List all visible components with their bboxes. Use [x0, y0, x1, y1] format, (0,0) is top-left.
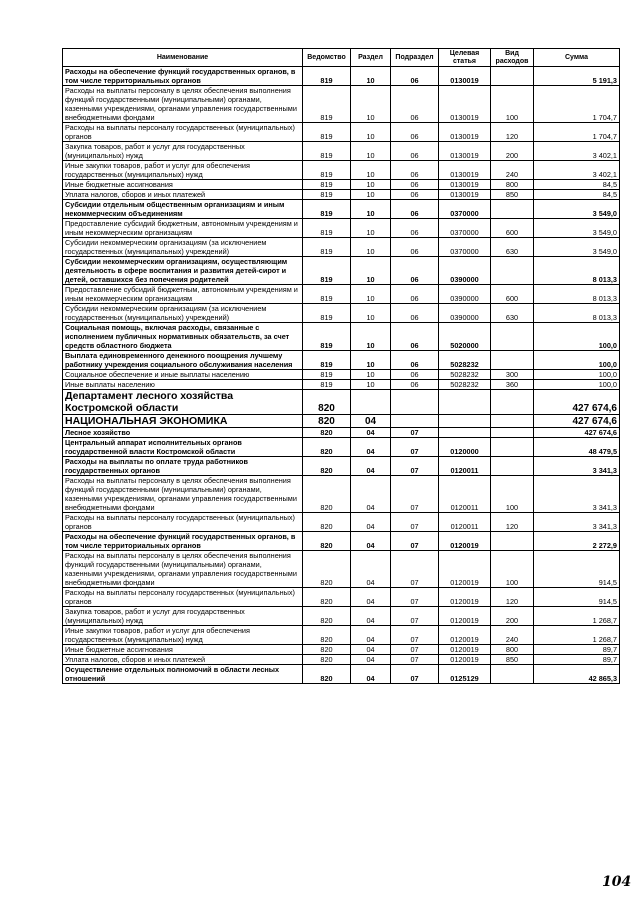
cell-name: Иные закупки товаров, работ и услуг для обеспечения государственных (муниципальных) нужд — [63, 626, 303, 645]
cell-sum: 100,0 — [534, 380, 620, 390]
cell-section: 10 — [351, 370, 391, 380]
cell-department: 819 — [303, 180, 351, 190]
cell-name: Центральный аппарат исполнительных органов государственной власти Костромской области — [63, 438, 303, 457]
header-section: Раздел — [351, 49, 391, 67]
cell-department: 820 — [303, 665, 351, 684]
cell-section: 10 — [351, 86, 391, 123]
cell-subsection: 07 — [391, 645, 439, 655]
table-row — [63, 665, 620, 684]
table-row — [63, 161, 620, 180]
cell-section: 10 — [351, 67, 391, 86]
table-row — [63, 476, 620, 513]
cell-subsection: 07 — [391, 476, 439, 513]
cell-target-article: 0120000 — [439, 438, 491, 457]
cell-department: 820 — [303, 428, 351, 438]
table-row — [63, 438, 620, 457]
cell-expense-type: 100 — [491, 551, 534, 588]
cell-department: 820 — [303, 532, 351, 551]
cell-name: Иные бюджетные ассигнования — [63, 645, 303, 655]
table-header-row — [63, 49, 620, 67]
cell-sum: 3 549,0 — [534, 200, 620, 219]
cell-department: 820 — [303, 655, 351, 665]
cell-name: Департамент лесного хозяйства Костромской области — [63, 390, 303, 415]
cell-department: 820 — [303, 476, 351, 513]
cell-name: Иные закупки товаров, работ и услуг для обеспечения государственных (муниципальных) нужд — [63, 161, 303, 180]
table-row — [63, 607, 620, 626]
cell-sum: 3 341,3 — [534, 476, 620, 513]
cell-section: 04 — [351, 655, 391, 665]
table-row — [63, 457, 620, 476]
cell-section: 10 — [351, 219, 391, 238]
table-row — [63, 626, 620, 645]
cell-expense-type — [491, 351, 534, 370]
table-row — [63, 142, 620, 161]
cell-department: 819 — [303, 323, 351, 351]
cell-expense-type — [491, 428, 534, 438]
table-row — [63, 351, 620, 370]
cell-target-article: 0120011 — [439, 476, 491, 513]
cell-section: 04 — [351, 588, 391, 607]
cell-subsection: 06 — [391, 257, 439, 285]
cell-target-article: 0120019 — [439, 655, 491, 665]
cell-subsection: 06 — [391, 380, 439, 390]
cell-subsection: 07 — [391, 551, 439, 588]
cell-target-article: 0390000 — [439, 285, 491, 304]
cell-department: 820 — [303, 438, 351, 457]
cell-section: 04 — [351, 645, 391, 655]
table-row — [63, 428, 620, 438]
cell-sum: 48 479,5 — [534, 438, 620, 457]
cell-expense-type — [491, 415, 534, 428]
cell-sum: 8 013,3 — [534, 304, 620, 323]
cell-expense-type — [491, 67, 534, 86]
table-row — [63, 645, 620, 655]
cell-target-article — [439, 415, 491, 428]
cell-subsection: 07 — [391, 428, 439, 438]
cell-subsection: 07 — [391, 665, 439, 684]
cell-target-article: 5020000 — [439, 323, 491, 351]
cell-expense-type — [491, 257, 534, 285]
cell-subsection: 06 — [391, 190, 439, 200]
cell-expense-type: 850 — [491, 190, 534, 200]
table-row — [63, 390, 620, 415]
cell-department: 819 — [303, 200, 351, 219]
cell-name: Расходы на выплаты персоналу государственных (муниципальных) органов — [63, 513, 303, 532]
cell-target-article: 0130019 — [439, 67, 491, 86]
table-row — [63, 200, 620, 219]
cell-section: 04 — [351, 415, 391, 428]
cell-expense-type: 240 — [491, 161, 534, 180]
cell-department: 820 — [303, 551, 351, 588]
cell-name: НАЦИОНАЛЬНАЯ ЭКОНОМИКА — [63, 415, 303, 428]
cell-department: 819 — [303, 257, 351, 285]
cell-sum: 3 341,3 — [534, 513, 620, 532]
cell-target-article: 5028232 — [439, 380, 491, 390]
cell-target-article: 0120019 — [439, 626, 491, 645]
cell-name: Предоставление субсидий бюджетным, автономным учреждениям и иным некоммерческим организациям — [63, 219, 303, 238]
cell-section: 04 — [351, 476, 391, 513]
cell-subsection: 06 — [391, 142, 439, 161]
cell-department: 819 — [303, 285, 351, 304]
cell-subsection: 07 — [391, 513, 439, 532]
cell-department: 820 — [303, 626, 351, 645]
cell-subsection: 07 — [391, 532, 439, 551]
cell-department: 819 — [303, 370, 351, 380]
table-row — [63, 655, 620, 665]
budget-table — [62, 48, 620, 684]
cell-subsection: 06 — [391, 370, 439, 380]
cell-department: 819 — [303, 123, 351, 142]
cell-target-article: 0130019 — [439, 180, 491, 190]
cell-section: 10 — [351, 285, 391, 304]
table-row — [63, 180, 620, 190]
cell-department: 820 — [303, 415, 351, 428]
cell-sum: 2 272,9 — [534, 532, 620, 551]
cell-expense-type: 360 — [491, 380, 534, 390]
cell-expense-type: 800 — [491, 180, 534, 190]
cell-department: 820 — [303, 607, 351, 626]
cell-subsection: 07 — [391, 438, 439, 457]
cell-expense-type: 630 — [491, 304, 534, 323]
cell-sum: 1 704,7 — [534, 123, 620, 142]
cell-subsection: 06 — [391, 123, 439, 142]
cell-section: 10 — [351, 351, 391, 370]
cell-expense-type: 100 — [491, 86, 534, 123]
cell-name: Расходы на обеспечение функций государственных органов, в том числе территориальных органов — [63, 532, 303, 551]
cell-sum: 3 402,1 — [534, 161, 620, 180]
cell-target-article — [439, 390, 491, 415]
cell-sum: 3 549,0 — [534, 238, 620, 257]
table-row — [63, 588, 620, 607]
table-row — [63, 415, 620, 428]
header-sum: Сумма — [534, 49, 620, 67]
cell-name: Закупка товаров, работ и услуг для государственных (муниципальных) нужд — [63, 607, 303, 626]
cell-section: 10 — [351, 180, 391, 190]
cell-expense-type: 100 — [491, 476, 534, 513]
cell-subsection: 06 — [391, 323, 439, 351]
cell-department: 819 — [303, 86, 351, 123]
cell-target-article — [439, 428, 491, 438]
cell-subsection — [391, 390, 439, 415]
table-row — [63, 323, 620, 351]
cell-expense-type — [491, 665, 534, 684]
cell-name: Расходы на выплаты персоналу государственных (муниципальных) органов — [63, 123, 303, 142]
table-row — [63, 551, 620, 588]
cell-sum: 427 674,6 — [534, 428, 620, 438]
cell-expense-type: 600 — [491, 285, 534, 304]
cell-target-article: 0370000 — [439, 219, 491, 238]
cell-target-article: 5028232 — [439, 351, 491, 370]
cell-name: Иные бюджетные ассигнования — [63, 180, 303, 190]
table-row — [63, 86, 620, 123]
cell-department: 819 — [303, 380, 351, 390]
table-row — [63, 257, 620, 285]
cell-subsection: 07 — [391, 588, 439, 607]
cell-target-article: 0130019 — [439, 86, 491, 123]
cell-subsection: 07 — [391, 655, 439, 665]
cell-sum: 1 268,7 — [534, 626, 620, 645]
cell-subsection — [391, 415, 439, 428]
cell-department: 820 — [303, 513, 351, 532]
cell-name: Расходы на выплаты персоналу в целях обеспечения выполнения функций государственными (муниципальными) органами, казенными учреждениями, органами управления государственными внебюджетными фондами — [63, 86, 303, 123]
cell-target-article: 0120011 — [439, 513, 491, 532]
cell-section: 04 — [351, 513, 391, 532]
cell-sum: 89,7 — [534, 645, 620, 655]
cell-name: Субсидии некоммерческим организациям (за исключением государственных (муниципальных) учреждений) — [63, 238, 303, 257]
cell-department: 819 — [303, 161, 351, 180]
cell-section: 10 — [351, 238, 391, 257]
cell-expense-type — [491, 323, 534, 351]
cell-expense-type: 240 — [491, 626, 534, 645]
cell-sum: 89,7 — [534, 655, 620, 665]
cell-target-article: 0370000 — [439, 200, 491, 219]
cell-expense-type — [491, 390, 534, 415]
table-row — [63, 513, 620, 532]
cell-department: 819 — [303, 304, 351, 323]
cell-target-article: 0120019 — [439, 607, 491, 626]
cell-sum: 84,5 — [534, 190, 620, 200]
cell-expense-type — [491, 457, 534, 476]
cell-sum: 5 191,3 — [534, 67, 620, 86]
cell-subsection: 06 — [391, 285, 439, 304]
cell-name: Уплата налогов, сборов и иных платежей — [63, 655, 303, 665]
cell-department: 819 — [303, 190, 351, 200]
cell-expense-type — [491, 532, 534, 551]
cell-name: Социальная помощь, включая расходы, связанные с исполнением публичных нормативных обязательств, за счет средств областного бюджета — [63, 323, 303, 351]
cell-name: Расходы на выплаты персоналу в целях обеспечения выполнения функций государственными (муниципальными) органами, казенными учреждениями, органами управления государственными внебюджетными фондами — [63, 551, 303, 588]
cell-section: 04 — [351, 665, 391, 684]
cell-sum: 84,5 — [534, 180, 620, 190]
cell-section: 04 — [351, 532, 391, 551]
cell-sum: 914,5 — [534, 588, 620, 607]
cell-target-article: 0125129 — [439, 665, 491, 684]
table-row — [63, 370, 620, 380]
cell-name: Расходы на обеспечение функций государственных органов, в том числе территориальных органов — [63, 67, 303, 86]
cell-target-article: 0390000 — [439, 257, 491, 285]
table-row — [63, 219, 620, 238]
cell-department: 820 — [303, 390, 351, 415]
cell-section: 04 — [351, 607, 391, 626]
cell-section: 10 — [351, 142, 391, 161]
table-row — [63, 190, 620, 200]
cell-department: 819 — [303, 351, 351, 370]
cell-department: 820 — [303, 457, 351, 476]
cell-section — [351, 390, 391, 415]
cell-expense-type: 300 — [491, 370, 534, 380]
header-expense-type: Вид расходов — [491, 49, 534, 67]
cell-section: 04 — [351, 626, 391, 645]
cell-subsection: 06 — [391, 219, 439, 238]
cell-department: 819 — [303, 219, 351, 238]
cell-sum: 8 013,3 — [534, 285, 620, 304]
cell-subsection: 07 — [391, 457, 439, 476]
cell-expense-type: 850 — [491, 655, 534, 665]
cell-name: Социальное обеспечение и иные выплаты населению — [63, 370, 303, 380]
cell-section: 10 — [351, 200, 391, 219]
cell-expense-type: 630 — [491, 238, 534, 257]
page-number: 104 — [602, 874, 632, 890]
cell-expense-type: 200 — [491, 142, 534, 161]
cell-expense-type — [491, 200, 534, 219]
cell-department: 819 — [303, 238, 351, 257]
cell-target-article: 0130019 — [439, 142, 491, 161]
header-target-article: Целевая статья — [439, 49, 491, 67]
cell-target-article: 0120019 — [439, 532, 491, 551]
table-row — [63, 380, 620, 390]
cell-name: Лесное хозяйство — [63, 428, 303, 438]
cell-sum: 3 402,1 — [534, 142, 620, 161]
table-row — [63, 123, 620, 142]
cell-target-article: 0370000 — [439, 238, 491, 257]
cell-target-article: 0120019 — [439, 588, 491, 607]
cell-section: 10 — [351, 380, 391, 390]
cell-department: 819 — [303, 67, 351, 86]
cell-section: 04 — [351, 551, 391, 588]
cell-name: Субсидии некоммерческим организациям, осуществляющим деятельность в сфере воспитания и развития детей-сирот и детей, оставшихся без попечения родителей — [63, 257, 303, 285]
cell-sum: 914,5 — [534, 551, 620, 588]
header-subsection: Подраздел — [391, 49, 439, 67]
table-row — [63, 304, 620, 323]
cell-target-article: 0120019 — [439, 645, 491, 655]
table-row — [63, 67, 620, 86]
cell-expense-type: 600 — [491, 219, 534, 238]
cell-sum: 1 704,7 — [534, 86, 620, 123]
cell-subsection: 06 — [391, 161, 439, 180]
cell-section: 04 — [351, 438, 391, 457]
cell-target-article: 0130019 — [439, 190, 491, 200]
cell-sum: 8 013,3 — [534, 257, 620, 285]
header-name: Наименование — [63, 49, 303, 67]
cell-sum: 42 865,3 — [534, 665, 620, 684]
cell-name: Закупка товаров, работ и услуг для государственных (муниципальных) нужд — [63, 142, 303, 161]
cell-name: Осуществление отдельных полномочий в области лесных отношений — [63, 665, 303, 684]
cell-target-article: 0130019 — [439, 161, 491, 180]
cell-target-article: 0120019 — [439, 551, 491, 588]
header-department: Ведомство — [303, 49, 351, 67]
cell-expense-type: 120 — [491, 513, 534, 532]
cell-expense-type: 120 — [491, 588, 534, 607]
cell-sum: 100,0 — [534, 370, 620, 380]
cell-name: Расходы на выплаты персоналу в целях обеспечения выполнения функций государственными (муниципальными) органами, казенными учреждениями, органами управления государственными внебюджетными фондами — [63, 476, 303, 513]
cell-sum: 100,0 — [534, 351, 620, 370]
cell-name: Уплата налогов, сборов и иных платежей — [63, 190, 303, 200]
cell-name: Предоставление субсидий бюджетным, автономным учреждениям и иным некоммерческим организациям — [63, 285, 303, 304]
cell-department: 820 — [303, 645, 351, 655]
cell-name: Иные выплаты населению — [63, 380, 303, 390]
table-row — [63, 285, 620, 304]
cell-subsection: 06 — [391, 67, 439, 86]
cell-target-article: 0120011 — [439, 457, 491, 476]
cell-expense-type: 120 — [491, 123, 534, 142]
cell-subsection: 07 — [391, 626, 439, 645]
cell-section: 10 — [351, 323, 391, 351]
cell-section: 10 — [351, 190, 391, 200]
cell-section: 10 — [351, 161, 391, 180]
cell-target-article: 0130019 — [439, 123, 491, 142]
cell-name: Расходы на выплаты персоналу государственных (муниципальных) органов — [63, 588, 303, 607]
cell-subsection: 06 — [391, 351, 439, 370]
cell-sum: 427 674,6 — [534, 390, 620, 415]
table-row — [63, 532, 620, 551]
cell-section: 04 — [351, 428, 391, 438]
cell-sum: 3 549,0 — [534, 219, 620, 238]
cell-subsection: 06 — [391, 238, 439, 257]
cell-sum: 1 268,7 — [534, 607, 620, 626]
cell-subsection: 06 — [391, 200, 439, 219]
cell-expense-type: 800 — [491, 645, 534, 655]
table-body — [63, 67, 620, 684]
cell-section: 04 — [351, 457, 391, 476]
cell-sum: 427 674,6 — [534, 415, 620, 428]
cell-expense-type — [491, 438, 534, 457]
cell-expense-type: 200 — [491, 607, 534, 626]
cell-sum: 100,0 — [534, 323, 620, 351]
cell-department: 819 — [303, 142, 351, 161]
cell-name: Субсидии отдельным общественным организациям и иным некоммерческим объединениям — [63, 200, 303, 219]
cell-subsection: 06 — [391, 180, 439, 190]
cell-section: 10 — [351, 304, 391, 323]
table-row — [63, 238, 620, 257]
cell-subsection: 06 — [391, 304, 439, 323]
cell-sum: 3 341,3 — [534, 457, 620, 476]
cell-name: Расходы на выплаты по оплате труда работников государственных органов — [63, 457, 303, 476]
cell-section: 10 — [351, 123, 391, 142]
cell-department: 820 — [303, 588, 351, 607]
cell-subsection: 07 — [391, 607, 439, 626]
cell-subsection: 06 — [391, 86, 439, 123]
cell-name: Субсидии некоммерческим организациям (за исключением государственных (муниципальных) учреждений) — [63, 304, 303, 323]
cell-target-article: 5028232 — [439, 370, 491, 380]
cell-section: 10 — [351, 257, 391, 285]
cell-target-article: 0390000 — [439, 304, 491, 323]
cell-name: Выплата единовременного денежного поощрения лучшему работнику учреждения социального обслуживания населения — [63, 351, 303, 370]
